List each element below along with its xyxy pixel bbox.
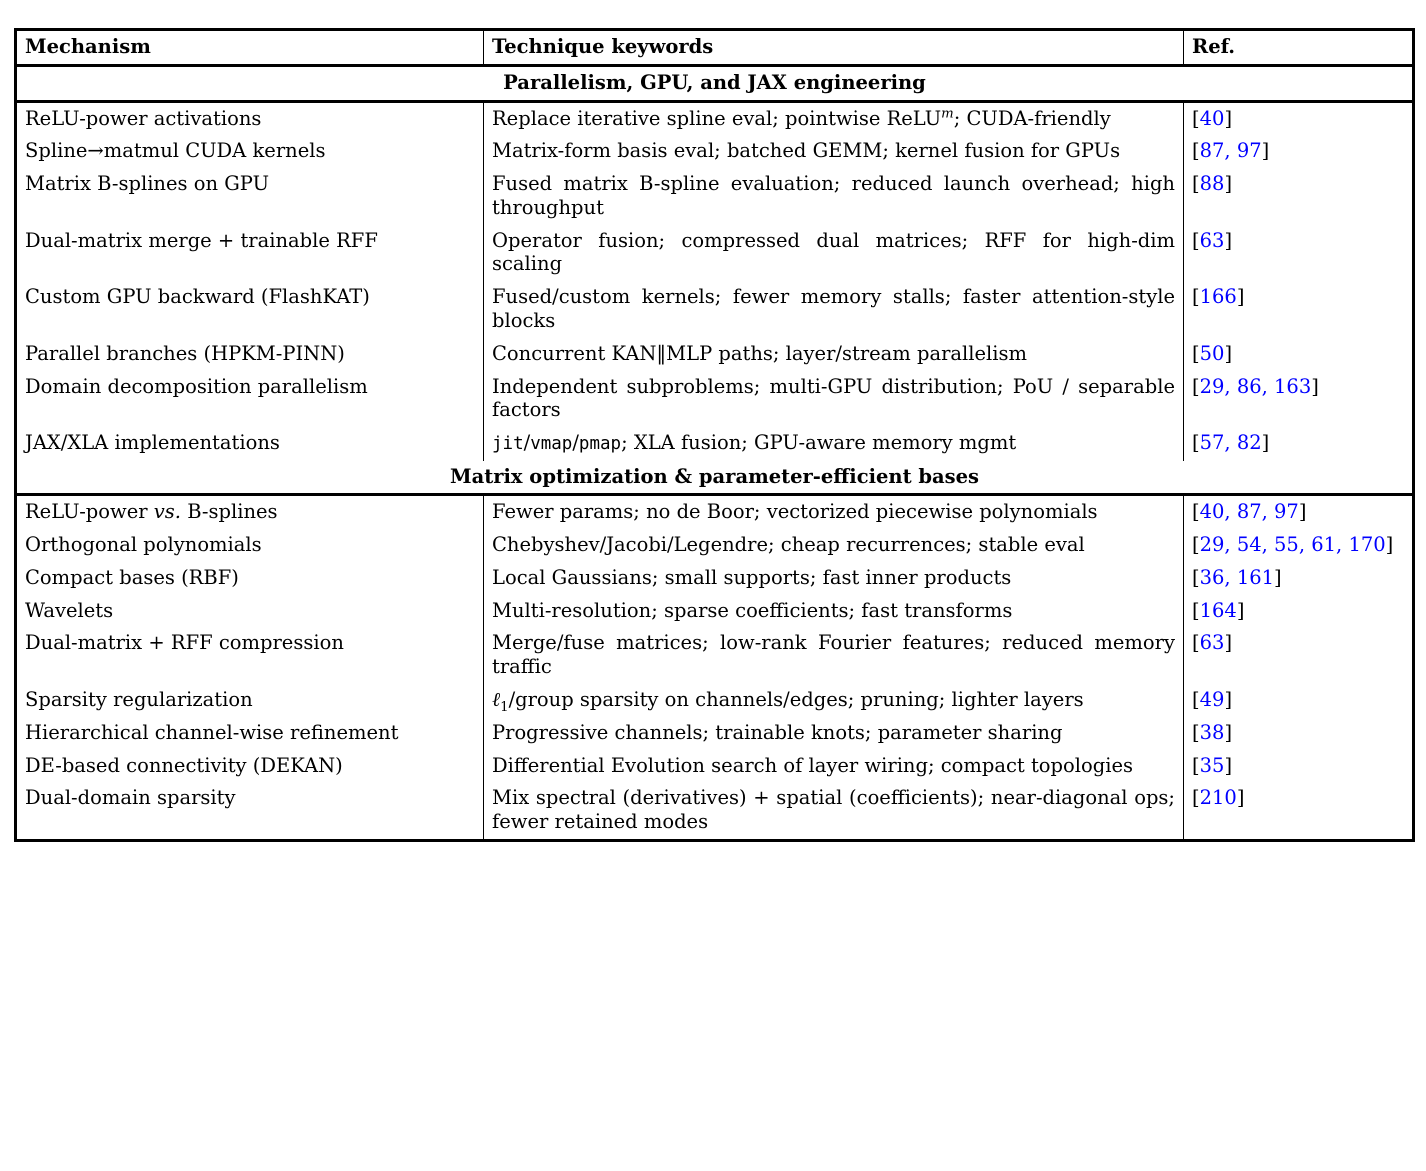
- cell-mechanism: Orthogonal polynomials: [16, 529, 484, 562]
- cell-technique: Fewer params; no de Boor; vectorized piecewise polynomials: [484, 495, 1184, 529]
- cell-mechanism: Custom GPU backward (FlashKAT): [16, 281, 484, 338]
- cell-technique: Multi-resolution; sparse coefficients; fast transforms: [484, 595, 1184, 628]
- table-row: [16, 168, 1414, 225]
- cell-mechanism: Hierarchical channel-wise refinement: [16, 717, 484, 750]
- header-mechanism: Mechanism: [16, 30, 484, 66]
- ref-citation[interactable]: [63]: [1192, 631, 1233, 655]
- code-jit: jit: [492, 434, 524, 455]
- ref-number[interactable]: 36, 161: [1199, 565, 1275, 589]
- cell-technique: Matrix-form basis eval; batched GEMM; kernel fusion for GPUs: [484, 135, 1184, 168]
- technique-text-tail: ; XLA fusion; GPU-aware memory mgmt: [621, 431, 1017, 455]
- cell-mechanism: Dual-matrix + RFF compression: [16, 627, 484, 684]
- cell-ref: [1184, 225, 1414, 282]
- ref-number[interactable]: 57, 82: [1199, 431, 1262, 455]
- table-row: [16, 225, 1414, 282]
- ref-citation[interactable]: [50]: [1192, 341, 1233, 365]
- cell-ref: [1184, 529, 1414, 562]
- cell-mechanism: ReLU-power activations: [16, 101, 484, 135]
- ref-citation[interactable]: [63]: [1192, 228, 1233, 252]
- ref-number[interactable]: 29, 86, 163: [1199, 374, 1312, 398]
- cell-mechanism: Compact bases (RBF): [16, 562, 484, 595]
- ref-citation[interactable]: [29, 86, 163]: [1192, 374, 1319, 398]
- code-pmap: pmap: [578, 434, 622, 455]
- table-row: [16, 562, 1414, 595]
- table-row: [16, 135, 1414, 168]
- section-title-parallelism: Parallelism, GPU, and JAX engineering: [16, 65, 1414, 101]
- ref-number[interactable]: 50: [1199, 341, 1225, 365]
- ref-citation[interactable]: [166]: [1192, 285, 1245, 309]
- section-banner-row-2: [16, 461, 1414, 495]
- header-ref: Ref.: [1184, 30, 1414, 66]
- cell-technique: Fused matrix B-spline evaluation; reduced launch overhead; high throughput: [484, 168, 1184, 225]
- ref-citation[interactable]: [88]: [1192, 172, 1233, 196]
- table-row: [16, 281, 1414, 338]
- ref-citation[interactable]: [40]: [1192, 106, 1233, 130]
- technique-text-tail: /group sparsity on channels/edges; pruning; lighter layers: [508, 687, 1084, 711]
- cell-technique: Fused/custom kernels; fewer memory stalls; faster attention-style blocks: [484, 281, 1184, 338]
- math-ell-subscript: 1: [500, 699, 509, 715]
- mechanism-technique-table: [14, 28, 1415, 842]
- ref-number[interactable]: 40: [1199, 106, 1225, 130]
- technique-superscript: m: [941, 106, 954, 122]
- ref-number[interactable]: 40, 87, 97: [1199, 500, 1299, 524]
- technique-text-tail: ; CUDA-friendly: [953, 106, 1111, 130]
- cell-mechanism: Domain decomposition parallelism: [16, 371, 484, 428]
- table-row: [16, 717, 1414, 750]
- cell-technique: Independent subproblems; multi-GPU distribution; PoU / separable factors: [484, 371, 1184, 428]
- math-ell-symbol: ℓ: [492, 687, 501, 711]
- ref-citation[interactable]: [87, 97]: [1192, 139, 1270, 163]
- table-row: [16, 782, 1414, 840]
- cell-ref: [1184, 168, 1414, 225]
- ref-citation[interactable]: [38]: [1192, 720, 1233, 744]
- code-vmap: vmap: [530, 434, 573, 455]
- ref-citation[interactable]: [210]: [1192, 786, 1245, 810]
- cell-ref: [1184, 627, 1414, 684]
- table-row: [16, 627, 1414, 684]
- cell-technique: jit/vmap/pmap; XLA fusion; GPU-aware memory mgmt: [484, 427, 1184, 460]
- table-row: [16, 371, 1414, 428]
- table-row: [16, 101, 1414, 135]
- cell-ref: [1184, 371, 1414, 428]
- ref-number[interactable]: 63: [1199, 228, 1225, 252]
- ref-citation[interactable]: [29, 54, 55, 61, 170]: [1192, 533, 1394, 557]
- technique-text-main: Replace iterative spline eval; pointwise ReLU: [492, 106, 942, 130]
- cell-ref: [1184, 495, 1414, 529]
- ref-citation[interactable]: [164]: [1192, 598, 1245, 622]
- cell-ref: [1184, 562, 1414, 595]
- ref-number[interactable]: 49: [1199, 687, 1225, 711]
- ref-citation[interactable]: [40, 87, 97]: [1192, 500, 1307, 524]
- ref-number[interactable]: 87, 97: [1199, 139, 1262, 163]
- table-header-row: [16, 30, 1414, 66]
- ref-number[interactable]: 166: [1199, 285, 1237, 309]
- cell-technique: [484, 684, 1184, 717]
- ref-number[interactable]: 164: [1199, 598, 1237, 622]
- cell-technique: Chebyshev/Jacobi/Legendre; cheap recurrences; stable eval: [484, 529, 1184, 562]
- table-row: [16, 427, 1414, 460]
- ref-citation[interactable]: [57, 82]: [1192, 431, 1270, 455]
- cell-technique: Local Gaussians; small supports; fast inner products: [484, 562, 1184, 595]
- cell-technique: Mix spectral (derivatives) + spatial (coefficients); near-diagonal ops; fewer retained modes: [484, 782, 1184, 840]
- cell-ref: [1184, 782, 1414, 840]
- table-row: [16, 495, 1414, 529]
- ref-citation[interactable]: [49]: [1192, 687, 1233, 711]
- cell-mechanism: Dual-matrix merge + trainable RFF: [16, 225, 484, 282]
- cell-mechanism: Sparsity regularization: [16, 684, 484, 717]
- section-banner-row-1: [16, 65, 1414, 101]
- ref-number[interactable]: 88: [1199, 172, 1225, 196]
- mechanism-italic-vs: vs.: [153, 500, 181, 524]
- mechanism-text-pre: ReLU-power: [25, 500, 154, 524]
- cell-mechanism: Dual-domain sparsity: [16, 782, 484, 840]
- cell-ref: [1184, 135, 1414, 168]
- cell-technique: Merge/fuse matrices; low-rank Fourier features; reduced memory traffic: [484, 627, 1184, 684]
- ref-number[interactable]: 63: [1199, 631, 1225, 655]
- table-row: [16, 529, 1414, 562]
- section-title-matrix-optimization: Matrix optimization & parameter-efficient bases: [16, 461, 1414, 495]
- table-row: [16, 338, 1414, 371]
- ref-number[interactable]: 38: [1199, 720, 1225, 744]
- cell-mechanism: Spline→matmul CUDA kernels: [16, 135, 484, 168]
- cell-mechanism: Wavelets: [16, 595, 484, 628]
- cell-technique: [484, 101, 1184, 135]
- ref-number[interactable]: 35: [1199, 753, 1225, 777]
- ref-number[interactable]: 29, 54, 55, 61, 170: [1199, 533, 1386, 557]
- cell-ref: [1184, 281, 1414, 338]
- cell-mechanism: JAX/XLA implementations: [16, 427, 484, 460]
- table-row: [16, 750, 1414, 783]
- mechanism-text-post: B-splines: [181, 500, 278, 524]
- cell-mechanism: [16, 495, 484, 529]
- ref-citation[interactable]: [36, 161]: [1192, 565, 1282, 589]
- cell-ref: [1184, 684, 1414, 717]
- cell-technique: Progressive channels; trainable knots; parameter sharing: [484, 717, 1184, 750]
- table-row: [16, 684, 1414, 717]
- cell-ref: [1184, 717, 1414, 750]
- cell-technique: Differential Evolution search of layer wiring; compact topologies: [484, 750, 1184, 783]
- cell-technique: Operator fusion; compressed dual matrices; RFF for high-dim scaling: [484, 225, 1184, 282]
- cell-ref: [1184, 595, 1414, 628]
- cell-ref: [1184, 427, 1414, 460]
- ref-citation[interactable]: [35]: [1192, 753, 1233, 777]
- ref-number[interactable]: 210: [1199, 786, 1237, 810]
- cell-mechanism: Parallel branches (HPKM-PINN): [16, 338, 484, 371]
- table-row: [16, 595, 1414, 628]
- cell-technique: Concurrent KAN‖MLP paths; layer/stream parallelism: [484, 338, 1184, 371]
- cell-ref: [1184, 750, 1414, 783]
- cell-mechanism: DE-based connectivity (DEKAN): [16, 750, 484, 783]
- cell-ref: [1184, 338, 1414, 371]
- cell-mechanism: Matrix B-splines on GPU: [16, 168, 484, 225]
- cell-ref: [1184, 101, 1414, 135]
- header-technique: Technique keywords: [484, 30, 1184, 66]
